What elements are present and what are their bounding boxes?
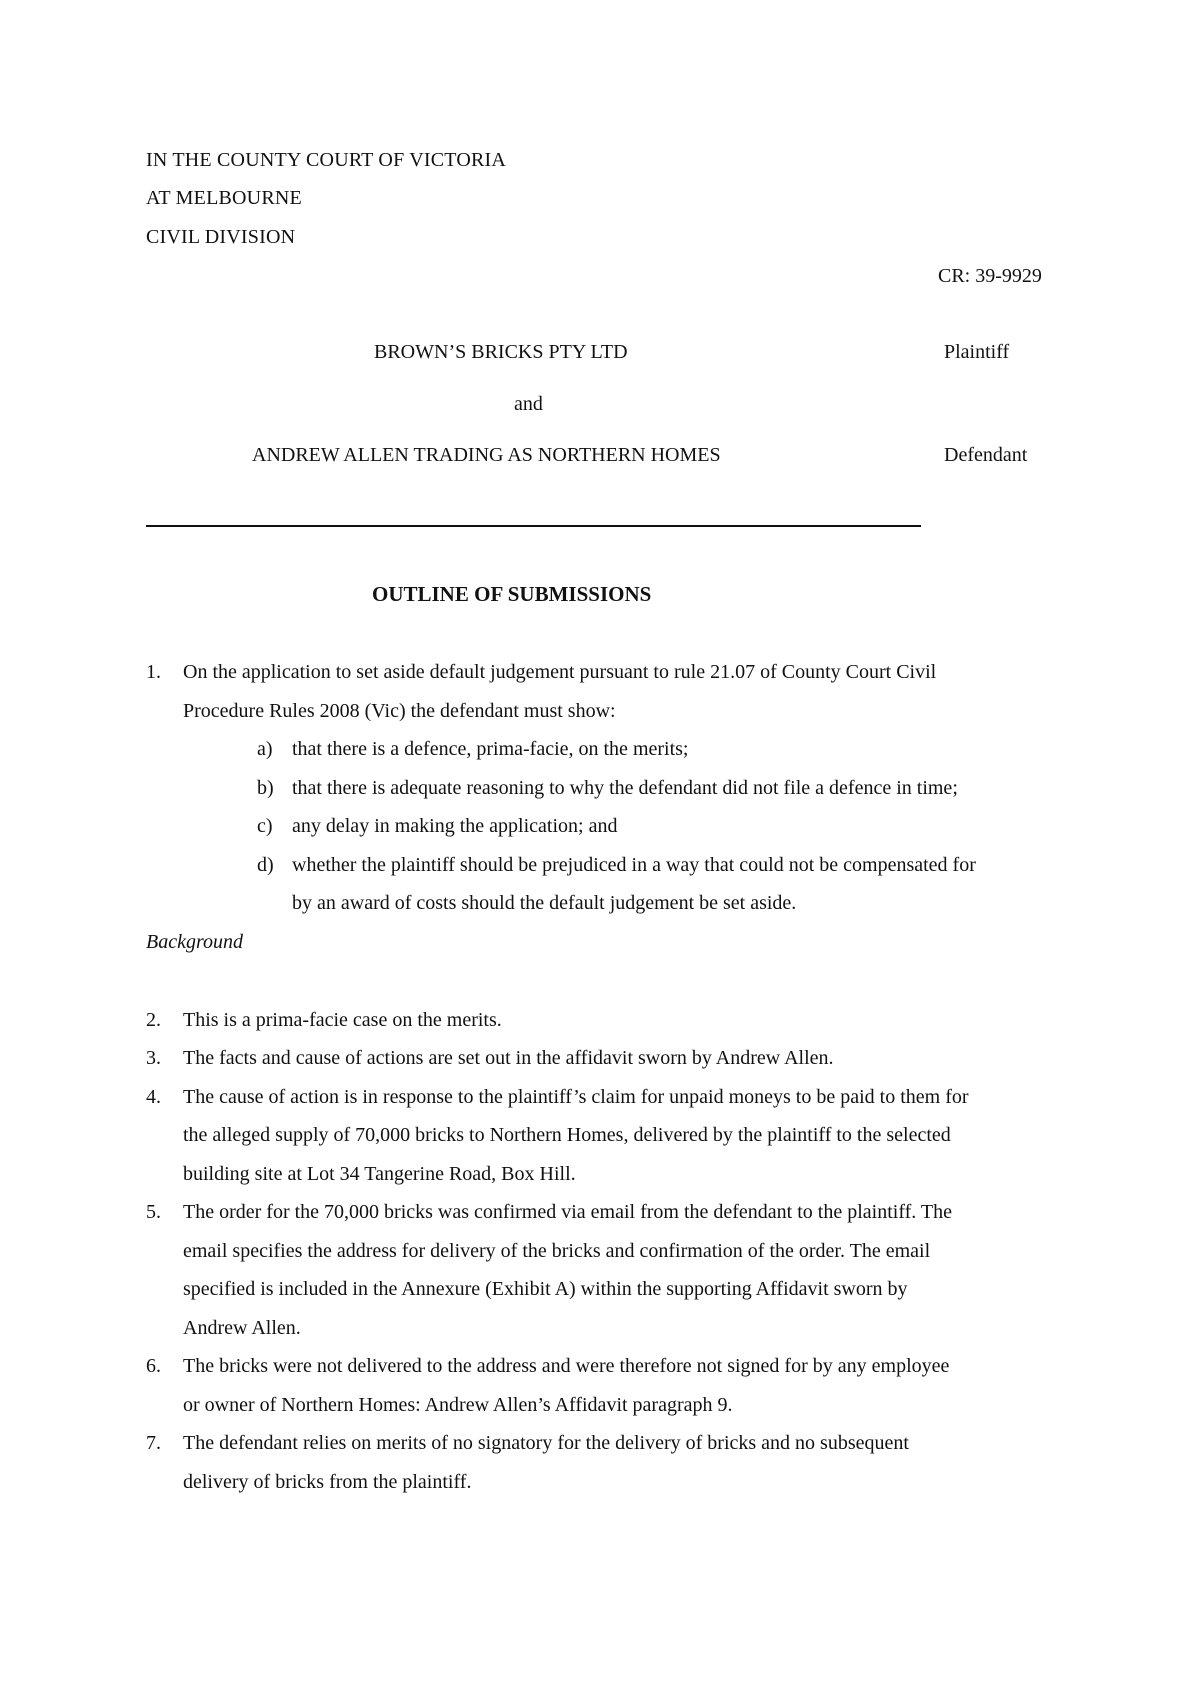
paragraph-3-line: The facts and cause of actions are set out in the affidavit sworn by Andrew Allen. (183, 1047, 834, 1069)
paragraph-1-line: Procedure Rules 2008 (Vic) the defendant must show: (183, 700, 616, 722)
subitem-d-text: whether the plaintiff should be prejudiced in a way that could not be compensated for (292, 854, 976, 876)
paragraph-4-line: the alleged supply of 70,000 bricks to Northern Homes, delivered by the plaintiff to the selected (183, 1124, 951, 1146)
paragraph-4-number: 4. (146, 1086, 161, 1108)
subitem-b-letter: b) (257, 777, 274, 799)
paragraph-4-line: building site at Lot 34 Tangerine Road, Box Hill. (183, 1163, 576, 1185)
paragraph-5-line: email specifies the address for delivery of the bricks and confirmation of the order. The email (183, 1240, 931, 1262)
plaintiff-name: BROWN’S BRICKS PTY LTD (374, 341, 628, 363)
paragraph-7-line: delivery of bricks from the plaintiff. (183, 1471, 472, 1493)
paragraph-6-line: The bricks were not delivered to the address and were therefore not signed for by any employee (183, 1355, 950, 1377)
paragraph-5-line: specified is included in the Annexure (Exhibit A) within the supporting Affidavit sworn by (183, 1278, 908, 1300)
paragraph-1-line: On the application to set aside default judgement pursuant to rule 21.07 of County Court Civil (183, 661, 937, 683)
subitem-d-text: by an award of costs should the default judgement be set aside. (292, 892, 797, 914)
paragraph-1-number: 1. (146, 661, 161, 683)
court-name: IN THE COUNTY COURT OF VICTORIA (146, 149, 507, 171)
divider-line (146, 525, 921, 527)
parties-conjunction: and (514, 393, 543, 415)
paragraph-2-line: This is a prima-facie case on the merits. (183, 1009, 502, 1031)
paragraph-5-number: 5. (146, 1201, 161, 1223)
paragraph-5-line: Andrew Allen. (183, 1317, 301, 1339)
subitem-a-letter: a) (257, 738, 273, 760)
subitem-d-letter: d) (257, 854, 274, 876)
paragraph-5-line: The order for the 70,000 bricks was confirmed via email from the defendant to the plaintiff. The (183, 1201, 953, 1223)
paragraph-6-number: 6. (146, 1355, 161, 1377)
subitem-a-text: that there is a defence, prima-facie, on the merits; (292, 738, 689, 760)
subitem-b-text: that there is adequate reasoning to why the defendant did not file a defence in time; (292, 777, 958, 799)
court-location: AT MELBOURNE (146, 187, 302, 209)
plaintiff-role: Plaintiff (944, 341, 1010, 363)
paragraph-7-line: The defendant relies on merits of no signatory for the delivery of bricks and no subsequent (183, 1432, 909, 1454)
paragraph-3-number: 3. (146, 1047, 161, 1069)
subitem-c-text: any delay in making the application; and (292, 815, 618, 837)
paragraph-2-number: 2. (146, 1009, 161, 1031)
section-heading-background: Background (146, 931, 244, 953)
paragraph-6-line: or owner of Northern Homes: Andrew Allen’s Affidavit paragraph 9. (183, 1394, 733, 1416)
defendant-role: Defendant (944, 444, 1028, 466)
defendant-name: ANDREW ALLEN TRADING AS NORTHERN HOMES (252, 444, 721, 466)
case-number: CR: 39-9929 (938, 265, 1042, 287)
document-title: OUTLINE OF SUBMISSIONS (372, 582, 652, 606)
court-division: CIVIL DIVISION (146, 226, 296, 248)
paragraph-7-number: 7. (146, 1432, 161, 1454)
paragraph-4-line: The cause of action is in response to the plaintiff’s claim for unpaid moneys to be paid to them for (183, 1086, 969, 1108)
subitem-c-letter: c) (257, 815, 273, 837)
